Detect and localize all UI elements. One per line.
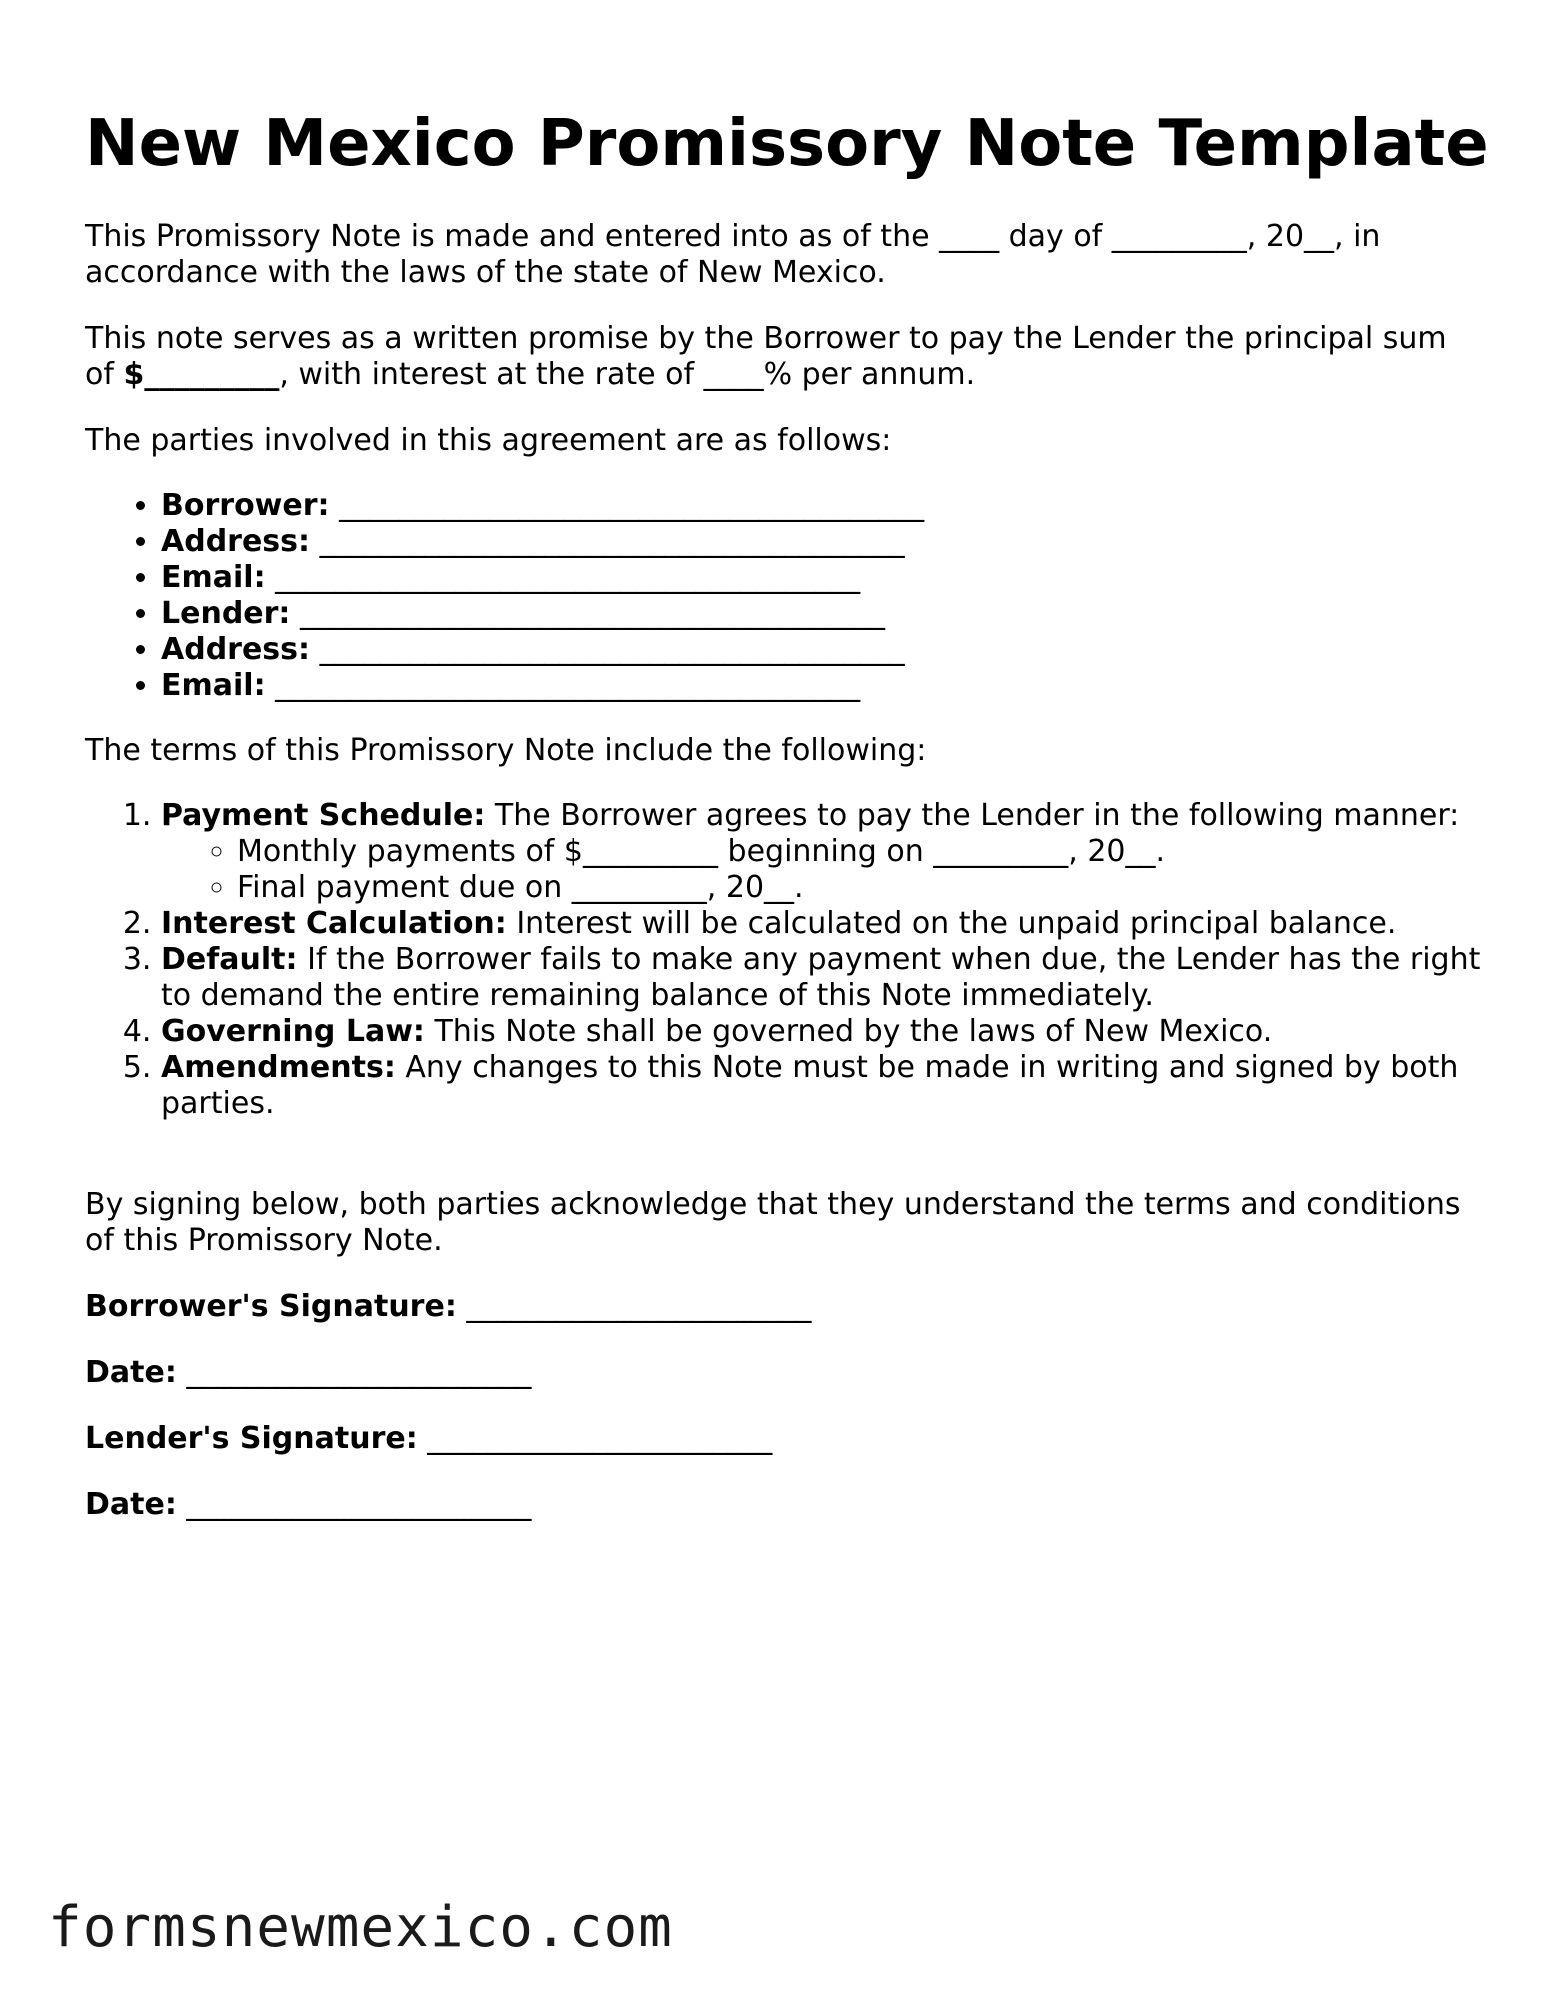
lender-signature-line	[85, 1421, 772, 1457]
page-title: New Mexico Promissory Note Template	[85, 107, 1489, 181]
parties-intro: The parties involved in this agreement are as follows:	[85, 423, 892, 458]
term-text: The Borrower agrees to pay the Lender in the following manner:	[485, 798, 1460, 833]
term-interest-calculation	[161, 906, 1485, 942]
party-label: Borrower:	[161, 488, 330, 523]
date-label: Date:	[85, 1487, 177, 1522]
list-item-borrower-email	[161, 560, 1485, 596]
list-item-lender-address	[161, 632, 1485, 668]
party-blank-line: _______________________________________	[299, 596, 885, 631]
term-label: Payment Schedule:	[161, 798, 486, 833]
site-watermark: formsnewmexico.com	[48, 1895, 673, 1960]
term-text: This Note shall be governed by the laws of New Mexico.	[424, 1014, 1273, 1049]
date-label: Date:	[85, 1355, 177, 1390]
date-blank: _______________________	[186, 1487, 532, 1522]
principal-amount-blank: $_________	[123, 357, 280, 392]
borrower-date-line	[85, 1355, 531, 1391]
party-blank-line: _______________________________________	[275, 668, 861, 703]
term-amendments	[161, 1050, 1485, 1122]
sublist-item-final-payment: ◦ Final payment due on _________, 20__.	[237, 870, 1485, 906]
term-default	[161, 942, 1485, 1014]
terms-intro: The terms of this Promissory Note include the following:	[85, 733, 927, 768]
principal-text-prefix: This note serves as a written promise by the Borrower to pay the Lender the principal sum of	[85, 321, 1447, 392]
principal-text-suffix: , with interest at the rate of ____% per annum.	[279, 357, 976, 392]
list-item-borrower	[161, 488, 1485, 524]
lender-date-line	[85, 1487, 531, 1523]
signature-label: Borrower's Signature:	[85, 1289, 457, 1324]
party-label: Address:	[161, 632, 311, 667]
sublist-item-monthly-payments: ◦ Monthly payments of $_________ beginning on _________, 20__.	[237, 834, 1485, 870]
date-blank: _______________________	[186, 1355, 532, 1390]
term-label: Default:	[161, 942, 298, 977]
list-item-lender	[161, 596, 1485, 632]
party-label: Address:	[161, 524, 311, 559]
list-item-lender-email	[161, 668, 1485, 704]
term-label: Amendments:	[161, 1050, 396, 1085]
party-label: Lender:	[161, 596, 291, 631]
intro-paragraph-date: This Promissory Note is made and entered into as of the ____ day of _________, 20__, in accordance with the laws of the state of New Mexico.	[85, 219, 1381, 290]
payment-schedule-sublist	[161, 834, 1485, 906]
closing-paragraph: By signing below, both parties acknowledge that they understand the terms and conditions of this Promissory Note.	[85, 1187, 1461, 1258]
term-label: Governing Law:	[161, 1014, 425, 1049]
signature-label: Lender's Signature:	[85, 1421, 418, 1456]
term-text: Interest will be calculated on the unpaid principal balance.	[506, 906, 1397, 941]
party-blank-line: _______________________________________	[339, 488, 925, 523]
term-text: If the Borrower fails to make any payment when due, the Lender has the right to demand the entire remaining balance of this Note immediately.	[161, 942, 1481, 1013]
party-blank-line: _______________________________________	[319, 524, 905, 559]
term-text: Any changes to this Note must be made in writing and signed by both parties.	[161, 1050, 1459, 1121]
list-item-borrower-address	[161, 524, 1485, 560]
signature-blank: _______________________	[427, 1421, 773, 1456]
party-blank-line: _______________________________________	[275, 560, 861, 595]
terms-list	[85, 798, 1485, 1122]
term-label: Interest Calculation:	[161, 906, 507, 941]
party-label: Email:	[161, 560, 266, 595]
parties-list	[85, 488, 1485, 704]
party-label: Email:	[161, 668, 266, 703]
signature-blank: _______________________	[466, 1289, 812, 1324]
party-blank-line: _______________________________________	[319, 632, 905, 667]
intro-paragraph-principal	[85, 321, 1485, 393]
term-payment-schedule	[161, 798, 1485, 906]
term-governing-law	[161, 1014, 1485, 1050]
borrower-signature-line	[85, 1289, 811, 1325]
